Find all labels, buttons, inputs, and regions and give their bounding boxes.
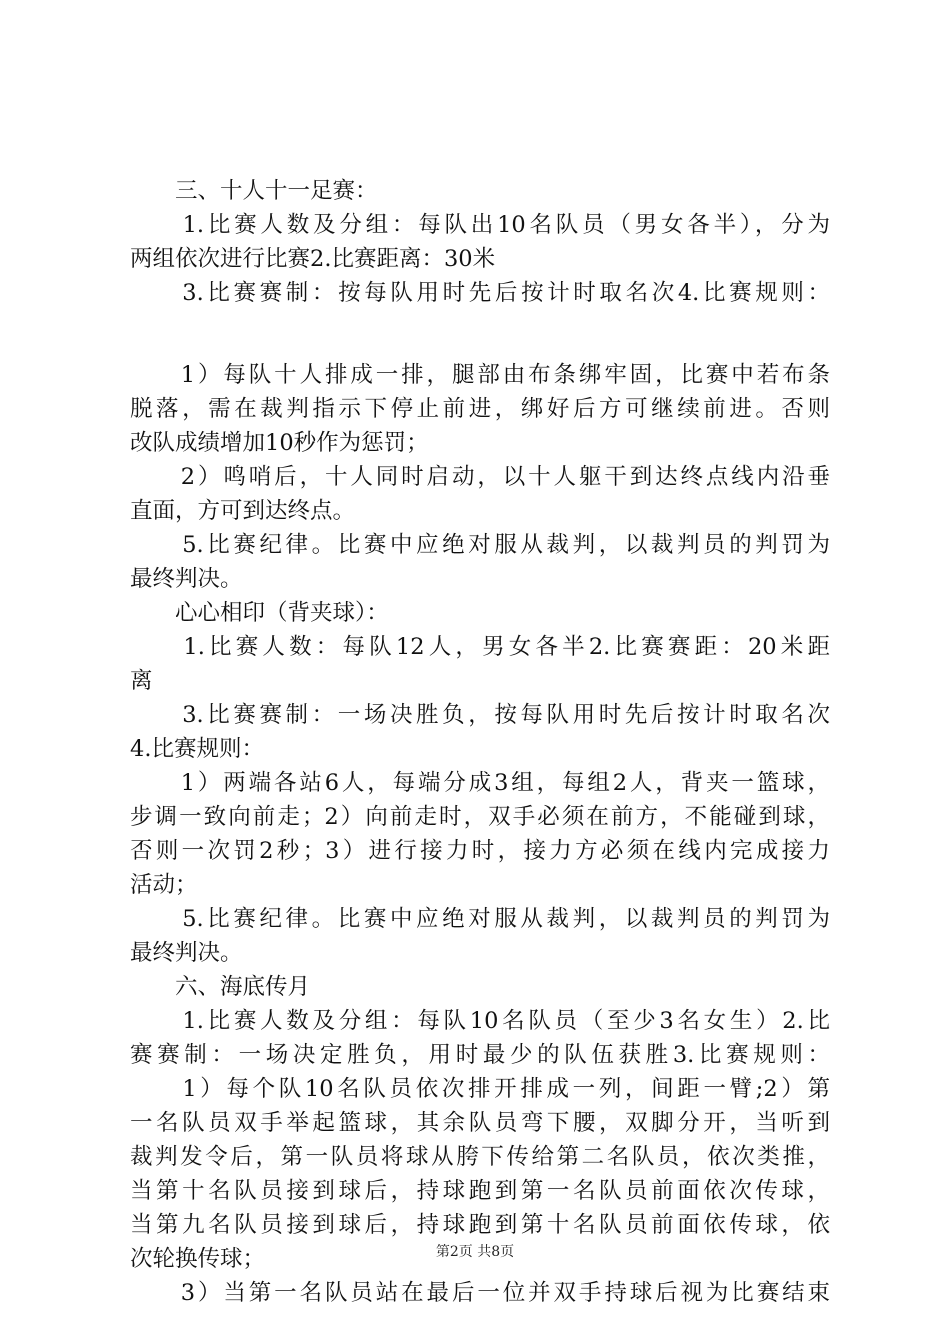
text-line: 5.比赛纪律。比赛中应绝对服从裁判，以裁判员的判罚为 [130,906,830,932]
text-line: 当第十名队员接到球后，持球跑到第一名队员前面依次传球， [130,1178,830,1204]
text-line: 两组依次进行比赛2.比赛距离：30米 [130,246,496,272]
text-line: 最终判决。 [130,940,243,966]
text-line: 5.比赛纪律。比赛中应绝对服从裁判，以裁判员的判罚为 [130,532,830,558]
text-line: 当第九名队员接到球后，持球跑到第十名队员前面依传球，依 [130,1212,830,1238]
text-line: 1.比赛人数及分组：每队10名队员（至少3名女生）2.比 [130,1008,830,1034]
text-line: 4.比赛规则： [130,736,264,762]
text-line: 裁判发令后，第一队员将球从胯下传给第二名队员，依次类推， [130,1144,830,1170]
text-line: 赛赛制：一场决定胜负，用时最少的队伍获胜3.比赛规则： [130,1042,830,1068]
text-line: 六、海底传月 [130,974,311,1000]
document-body [130,174,830,1310]
section-ten-people-eleven-legs [130,174,830,310]
text-line: 3.比赛赛制：按每队用时先后按计时取名次4.比赛规则： [130,280,830,306]
text-line: 三、十人十一足赛： [130,178,378,204]
text-line: 离 [130,668,153,694]
text-line: 脱落，需在裁判指示下停止前进，绑好后方可继续前进。否则 [130,396,830,422]
text-line: 否则一次罚2秒；3）进行接力时，接力方必须在线内完成接力 [130,838,830,864]
section-rules-continued [130,358,830,1310]
text-line: 改队成绩增加10秒作为惩罚； [130,430,429,456]
text-line: 次轮换传球； [130,1246,266,1272]
text-line: 直面，方可到达终点。 [130,498,356,524]
paragraph-gap [130,310,830,358]
text-line: 心心相印（背夹球）： [130,600,389,626]
text-line: 最终判决。 [130,566,243,592]
text-line: 1）每个队10名队员依次排开排成一列，间距一臂;2）第 [130,1076,830,1102]
text-line: 2）鸣哨后，十人同时启动，以十人躯干到达终点线内沿垂 [130,464,830,490]
text-line: 3）当第一名队员站在最后一位并双手持球后视为比赛结束 [130,1280,830,1306]
text-line: 一名队员双手举起篮球，其余队员弯下腰，双脚分开，当听到 [130,1110,830,1136]
text-line: 1）每队十人排成一排，腿部由布条绑牢固，比赛中若布条 [130,362,830,388]
text-line: 1.比赛人数：每队12人，男女各半2.比赛赛距：20米距 [130,634,830,660]
text-line: 3.比赛赛制：一场决胜负，按每队用时先后按计时取名次 [130,702,830,728]
page-footer: 第2页 共8页 [435,1244,515,1260]
text-line: 活动； [130,872,198,898]
text-line: 1.比赛人数及分组：每队出10名队员（男女各半），分为 [130,212,830,238]
text-line: 1）两端各站6人，每端分成3组，每组2人，背夹一篮球， [130,770,830,796]
text-line: 步调一致向前走；2）向前走时，双手必须在前方，不能碰到球， [130,804,830,830]
